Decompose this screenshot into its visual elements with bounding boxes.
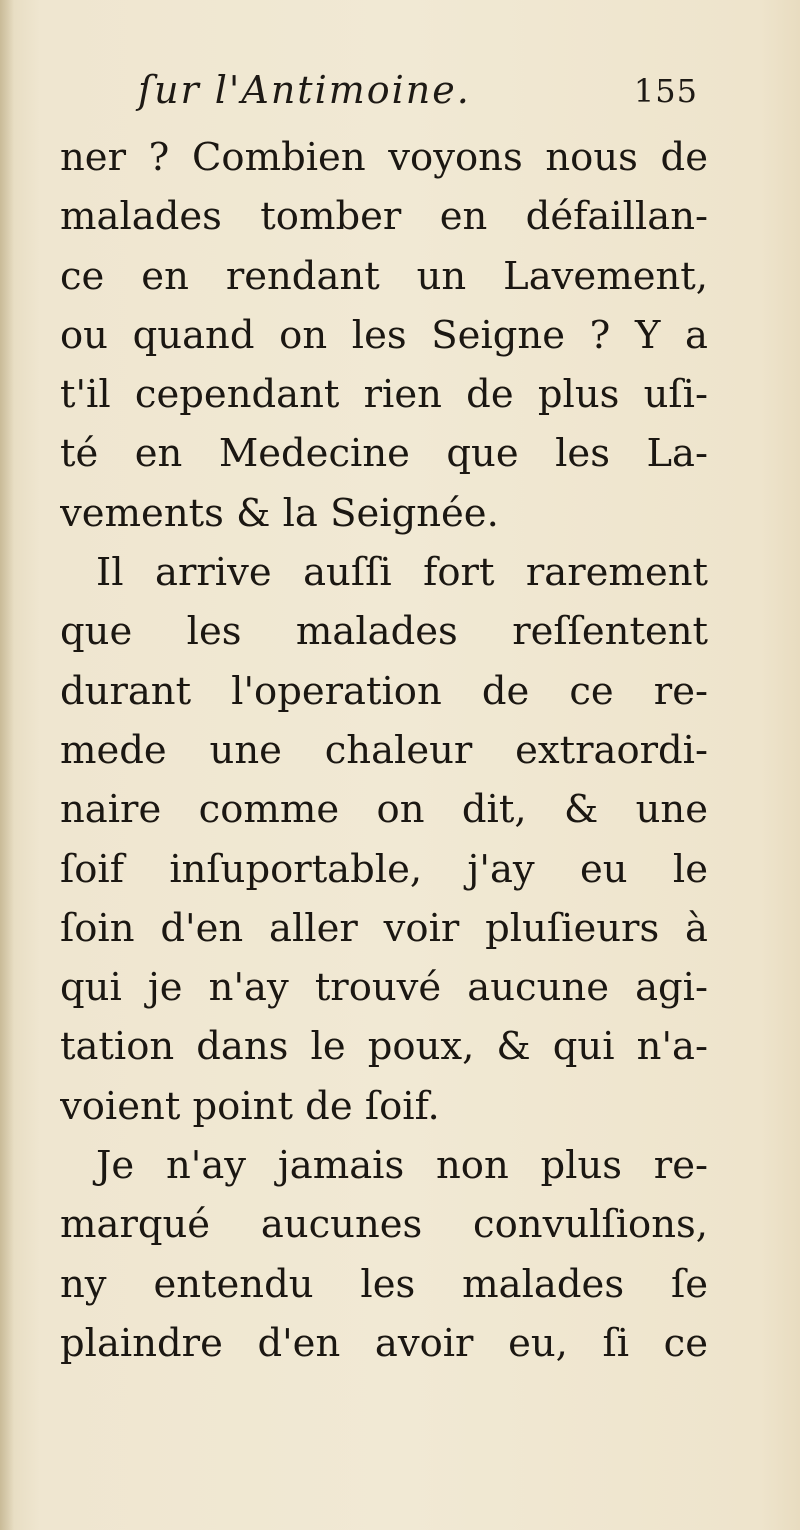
text-line: ner ? Combien voyons nous de (60, 135, 708, 180)
paragraph-end-line: voient point de ſoif. (60, 1083, 440, 1129)
page-header (138, 68, 698, 124)
text-line: naire comme on dit, & une (60, 787, 708, 833)
page-number: 155 (633, 72, 698, 110)
text-line: plaindre d'en avoir eu, ſi ce (60, 1320, 708, 1366)
page-gutter-shadow (0, 0, 14, 1530)
paragraph-first-line: Il arrive auſſi fort rarement (96, 550, 708, 596)
text-line: malades tomber en défaillan- (60, 194, 708, 240)
running-title: ſur l'Antimoine. (138, 68, 471, 112)
text-line: ſoif inſuportable, j'ay eu le (60, 846, 708, 892)
text-line: ſoin d'en aller voir pluſieurs à (60, 905, 708, 951)
text-line: que les malades reſſentent (60, 609, 708, 655)
text-line: qui je n'ay trouvé aucune agi- (60, 965, 708, 1011)
text-line: ou quand on les Seigne ? Y a (60, 312, 708, 358)
paragraph-end-line: vements & la Seignée. (60, 490, 499, 536)
text-line: marqué aucunes convulſions, (60, 1202, 708, 1248)
text-line: ny entendu les malades ſe (60, 1261, 708, 1307)
text-line: ce en rendant un Lavement, (60, 253, 708, 299)
body-text (60, 128, 708, 1373)
text-line: durant l'operation de ce re- (60, 668, 708, 714)
text-line: mede une chaleur extraordi- (60, 727, 708, 773)
paragraph-first-line: Je n'ay jamais non plus re- (96, 1143, 708, 1189)
text-line: té en Medecine que les La- (60, 431, 708, 477)
text-line: tation dans le poux, & qui n'a- (60, 1024, 708, 1070)
text-line: t'il cependant rien de plus uſi- (60, 372, 708, 418)
